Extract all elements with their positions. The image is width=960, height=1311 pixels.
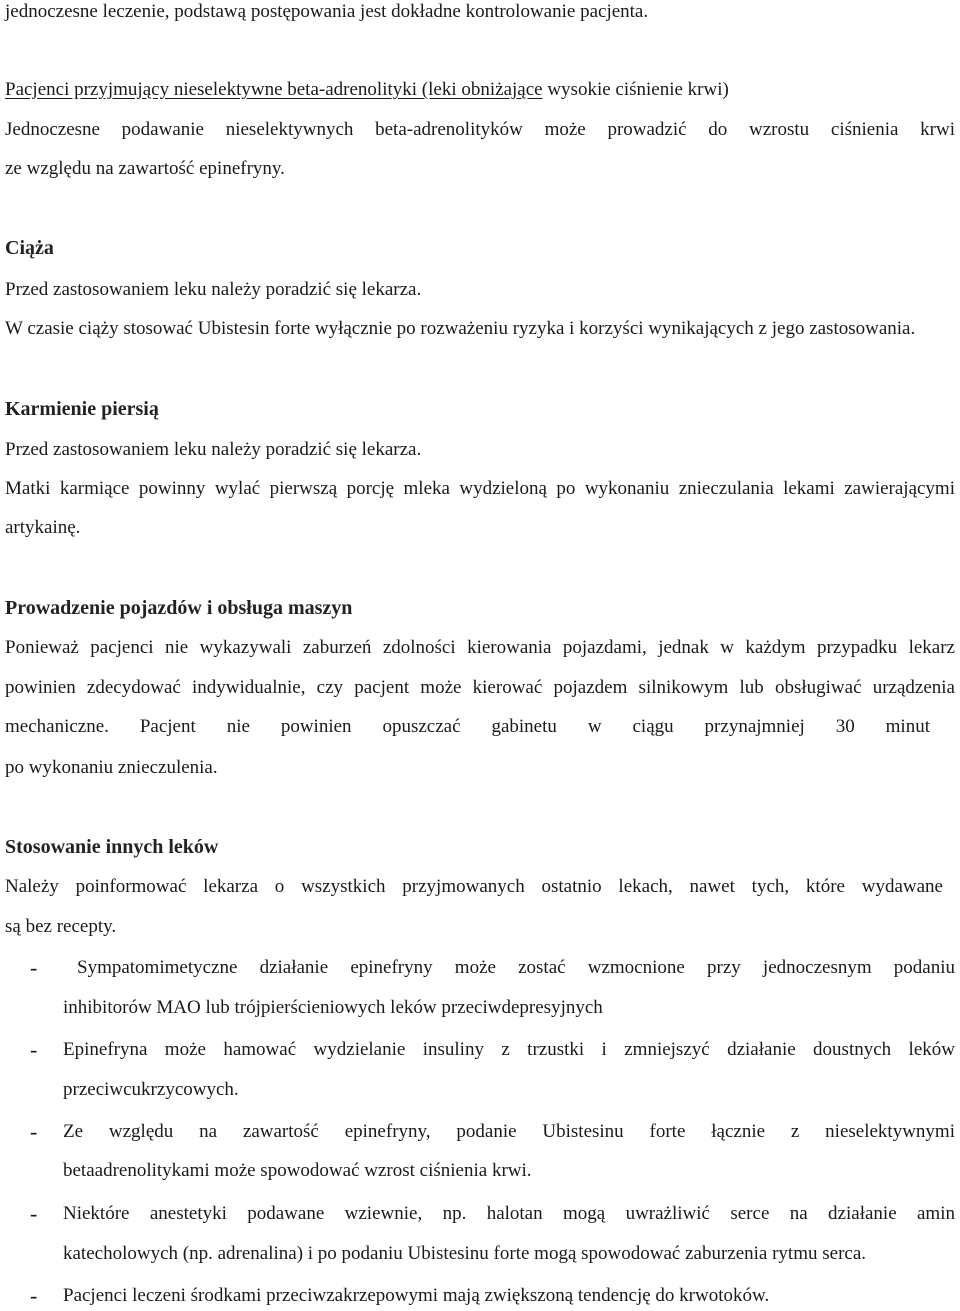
other-drugs-text-line: Należy poinformować lekarza o wszystkich przyjmowanych ostatnio lekach, nawet tych, które wydawane <box>5 876 943 897</box>
pregnancy-text-line: W czasie ciąży stosować Ubistesin forte wyłącznie po rozważeniu ryzyka i korzyści wynikających z jego zastosowania. <box>5 318 916 339</box>
section-heading-pregnancy: Ciąża <box>5 237 54 259</box>
list-item-line: Sympatomimetyczne działanie epinefryny może zostać wzmocnione przy jednoczesnym podaniu <box>77 957 955 978</box>
beta-section-title-rest: wysokie ciśnienie krwi) <box>542 79 729 100</box>
driving-text-line: powinien zdecydować indywidualnie, czy pacjent może kierować pojazdem silnikowym lub obsługiwać urządzenia <box>5 677 955 698</box>
list-bullet-dash: - <box>30 1283 38 1308</box>
driving-text-line: mechaniczne. Pacjent nie powinien opuszczać gabinetu w ciągu przynajmniej 30 minut <box>5 716 930 737</box>
beta-section-text-line: ze względu na zawartość epinefryny. <box>5 158 285 179</box>
section-heading-other-drugs: Stosowanie innych leków <box>5 836 219 858</box>
breastfeeding-text-line: artykainę. <box>5 517 81 538</box>
list-item-line: betaadrenolitykami może spowodować wzrost ciśnienia krwi. <box>63 1160 532 1181</box>
list-item-line: katecholowych (np. adrenalina) i po podaniu Ubistesinu forte mogą spowodować zaburzenia rytmu serca. <box>63 1243 867 1264</box>
list-item-line: Niektóre anestetyki podawane wziewnie, np. halotan mogą uwrażliwić serce na działanie amin <box>63 1203 955 1224</box>
list-item-line: inhibitorów MAO lub trójpierścieniowych leków przeciwdepresyjnych <box>63 997 603 1018</box>
section-heading-driving: Prowadzenie pojazdów i obsługa maszyn <box>5 597 353 619</box>
beta-section-text-line: Jednoczesne podawanie nieselektywnych beta-adrenolityków może prowadzić do wzrostu ciśnienia krwi <box>5 119 955 140</box>
other-drugs-text-line: są bez recepty. <box>5 916 117 937</box>
list-bullet-dash: - <box>30 1037 38 1062</box>
driving-text-line: po wykonaniu znieczulenia. <box>5 757 218 778</box>
list-item-line: przeciwcukrzycowych. <box>63 1079 239 1100</box>
pregnancy-text-line: Przed zastosowaniem leku należy poradzić się lekarza. <box>5 279 422 300</box>
list-bullet-dash: - <box>30 1119 38 1144</box>
list-bullet-dash: - <box>30 955 38 980</box>
intro-paragraph-line: jednoczesne leczenie, podstawą postępowania jest dokładne kontrolowanie pacjenta. <box>5 1 649 22</box>
breastfeeding-text-line: Matki karmiące powinny wylać pierwszą porcję mleka wydzieloną po wykonaniu znieczulania lekami zawierającymi <box>5 478 955 499</box>
driving-text-line: Ponieważ pacjenci nie wykazywali zaburzeń zdolności kierowania pojazdami, jednak w każdym przypadku lekarz <box>5 637 955 658</box>
breastfeeding-text-line: Przed zastosowaniem leku należy poradzić się lekarza. <box>5 439 422 460</box>
list-bullet-dash: - <box>30 1201 38 1226</box>
beta-section-title-underlined: Pacjenci przyjmujący nieselektywne beta-adrenolityki (leki obniżające <box>5 79 543 100</box>
list-item-line: Pacjenci leczeni środkami przeciwzakrzepowymi mają zwiększoną tendencję do krwotoków. <box>63 1285 770 1306</box>
section-heading-breastfeeding: Karmienie piersią <box>5 398 159 420</box>
list-item-line: Epinefryna może hamować wydzielanie insuliny z trzustki i zmniejszyć działanie doustnych leków <box>63 1039 955 1060</box>
beta-section-title-line <box>5 78 729 102</box>
list-item-line: Ze względu na zawartość epinefryny, podanie Ubistesinu forte łącznie z nieselektywnymi <box>63 1121 955 1142</box>
